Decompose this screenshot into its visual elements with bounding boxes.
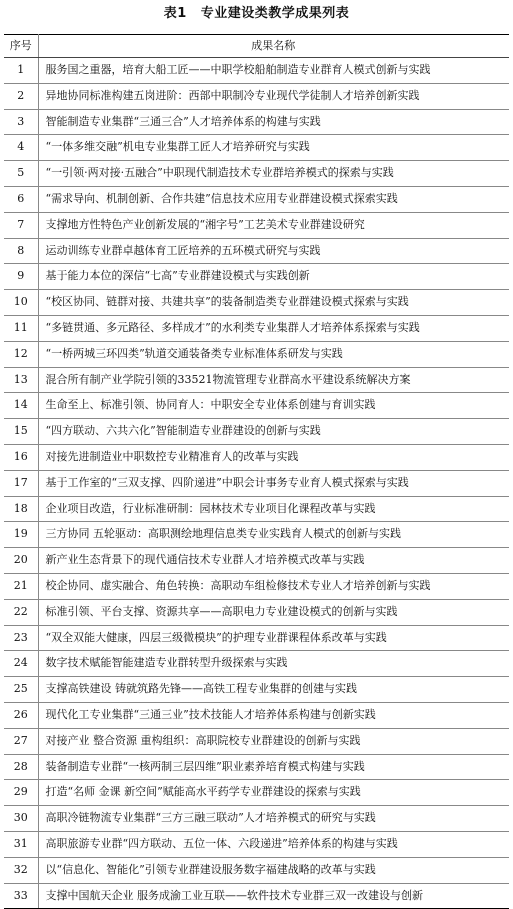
achievements-table <box>4 34 509 909</box>
row-number: 33 <box>4 883 38 909</box>
row-number: 10 <box>4 290 38 316</box>
row-achievement-name: 异地协同标准构建五岗进阶：西部中职制冷专业现代学徒制人才培养创新实践 <box>38 83 509 109</box>
row-achievement-name: 装备制造专业群“一核两制三层四维”职业素养培育模式构建与实践 <box>38 754 509 780</box>
row-achievement-name: 打造“名师 金课 新空间”赋能高水平药学专业群建设的探索与实践 <box>38 780 509 806</box>
table-row <box>4 496 509 522</box>
table-title: 专业建设类教学成果列表 <box>200 6 350 21</box>
table-row <box>4 625 509 651</box>
header-name: 成果名称 <box>38 35 509 58</box>
table-row <box>4 135 509 161</box>
row-number: 6 <box>4 186 38 212</box>
row-number: 18 <box>4 496 38 522</box>
row-number: 8 <box>4 238 38 264</box>
row-achievement-name: 对接产业 整合资源 重构组织：高职院校专业群建设的创新与实践 <box>38 728 509 754</box>
row-achievement-name: 支撑中国航天企业 服务成渝工业互联——软件技术专业群三双一改建设与创新 <box>38 883 509 909</box>
row-number: 4 <box>4 135 38 161</box>
row-number: 5 <box>4 161 38 187</box>
table-row <box>4 109 509 135</box>
row-achievement-name: “需求导向、机制创新、合作共建”信息技术应用专业群建设模式探索实践 <box>38 186 509 212</box>
row-achievement-name: 生命至上、标准引领、协同育人：中职安全专业体系创建与育训实践 <box>38 393 509 419</box>
row-achievement-name: “一桥两城三环四类”轨道交通装备类专业标准体系研发与实践 <box>38 341 509 367</box>
table-row <box>4 548 509 574</box>
row-achievement-name: 运动训练专业群卓越体育工匠培养的五环模式研究与实践 <box>38 238 509 264</box>
table-row <box>4 290 509 316</box>
table-caption <box>0 0 513 28</box>
row-number: 2 <box>4 83 38 109</box>
row-number: 7 <box>4 212 38 238</box>
table-row <box>4 58 509 84</box>
table-row <box>4 419 509 445</box>
row-number: 30 <box>4 806 38 832</box>
table-row <box>4 186 509 212</box>
row-number: 3 <box>4 109 38 135</box>
row-achievement-name: 对接先进制造业中职数控专业精准育人的改革与实践 <box>38 444 509 470</box>
table-row <box>4 470 509 496</box>
table-body <box>4 58 509 909</box>
table-row <box>4 264 509 290</box>
row-achievement-name: 校企协同、虚实融合、角色转换：高职动车组检修技术专业人才培养创新与实践 <box>38 573 509 599</box>
row-achievement-name: 现代化工专业集群“三通三业”技术技能人才培养体系构建与创新实践 <box>38 702 509 728</box>
row-achievement-name: 企业项目改造，行业标准研制：园林技术专业项目化课程改革与实践 <box>38 496 509 522</box>
row-number: 1 <box>4 58 38 84</box>
row-achievement-name: 新产业生态背景下的现代通信技术专业群人才培养模式改革与实践 <box>38 548 509 574</box>
table-row <box>4 522 509 548</box>
header-no: 序号 <box>4 35 38 58</box>
row-achievement-name: 高职冷链物流专业集群“三方三融三联动”人才培养模式的研究与实践 <box>38 806 509 832</box>
table-header-row <box>4 35 509 58</box>
row-achievement-name: 支撑地方性特色产业创新发展的“湘字号”工艺美术专业群建设研究 <box>38 212 509 238</box>
table-row <box>4 728 509 754</box>
row-number: 29 <box>4 780 38 806</box>
row-number: 20 <box>4 548 38 574</box>
table-row <box>4 702 509 728</box>
table-row <box>4 367 509 393</box>
table-row <box>4 754 509 780</box>
table-row <box>4 831 509 857</box>
row-achievement-name: 标准引领、平台支撑、资源共享——高职电力专业建设模式的创新与实践 <box>38 599 509 625</box>
row-achievement-name: “多链贯通、多元路径、多样成才”的水利类专业集群人才培养体系探索与实践 <box>38 315 509 341</box>
row-number: 17 <box>4 470 38 496</box>
table-row <box>4 599 509 625</box>
table-row <box>4 677 509 703</box>
row-number: 27 <box>4 728 38 754</box>
table-row <box>4 393 509 419</box>
row-number: 24 <box>4 651 38 677</box>
row-achievement-name: 三方协同 五轮驱动：高职测绘地理信息类专业实践育人模式的创新与实践 <box>38 522 509 548</box>
row-number: 21 <box>4 573 38 599</box>
row-number: 23 <box>4 625 38 651</box>
row-achievement-name: 支撑高铁建设 铸就筑路先锋——高铁工程专业集群的创建与实践 <box>38 677 509 703</box>
row-achievement-name: 数字技术赋能智能建造专业群转型升级探索与实践 <box>38 651 509 677</box>
table-row <box>4 651 509 677</box>
row-number: 16 <box>4 444 38 470</box>
row-achievement-name: 以“信息化、智能化”引领专业群建设服务数字福建战略的改革与实践 <box>38 857 509 883</box>
table-row <box>4 212 509 238</box>
table-row <box>4 341 509 367</box>
row-number: 22 <box>4 599 38 625</box>
row-achievement-name: 基于工作室的“三双支撑、四阶递进”中职会计事务专业育人模式探索与实践 <box>38 470 509 496</box>
row-achievement-name: “校区协同、链群对接、共建共享”的装备制造类专业群建设模式探索与实践 <box>38 290 509 316</box>
row-number: 14 <box>4 393 38 419</box>
row-number: 12 <box>4 341 38 367</box>
table-row <box>4 780 509 806</box>
table-row <box>4 83 509 109</box>
table-row <box>4 857 509 883</box>
row-achievement-name: 基于能力本位的深信“七高”专业群建设模式与实践创新 <box>38 264 509 290</box>
row-number: 26 <box>4 702 38 728</box>
table-row <box>4 238 509 264</box>
row-achievement-name: “四方联动、六共六化”智能制造专业群建设的创新与实践 <box>38 419 509 445</box>
row-achievement-name: 混合所有制产业学院引领的33521物流管理专业群高水平建设系统解决方案 <box>38 367 509 393</box>
row-number: 9 <box>4 264 38 290</box>
table-row <box>4 883 509 909</box>
row-achievement-name: 服务国之重器，培育大船工匠——中职学校船舶制造专业群育人模式创新与实践 <box>38 58 509 84</box>
row-achievement-name: “双全双能大健康，四层三级微模块”的护理专业群课程体系改革与实践 <box>38 625 509 651</box>
table-row <box>4 161 509 187</box>
row-number: 15 <box>4 419 38 445</box>
table-row <box>4 573 509 599</box>
table-row <box>4 806 509 832</box>
row-number: 13 <box>4 367 38 393</box>
row-achievement-name: 智能制造专业集群“三通三合”人才培养体系的构建与实践 <box>38 109 509 135</box>
table-row <box>4 315 509 341</box>
table-row <box>4 444 509 470</box>
row-achievement-name: “一引领·两对接·五融合”中职现代制造技术专业群培养模式的探索与实践 <box>38 161 509 187</box>
table-number: 表1 <box>163 6 187 21</box>
row-achievement-name: “一体多维交融”机电专业集群工匠人才培养研究与实践 <box>38 135 509 161</box>
row-number: 31 <box>4 831 38 857</box>
row-number: 11 <box>4 315 38 341</box>
row-number: 19 <box>4 522 38 548</box>
row-number: 25 <box>4 677 38 703</box>
row-number: 28 <box>4 754 38 780</box>
row-achievement-name: 高职旅游专业群“四方联动、五位一体、六段递进”培养体系的构建与实践 <box>38 831 509 857</box>
row-number: 32 <box>4 857 38 883</box>
